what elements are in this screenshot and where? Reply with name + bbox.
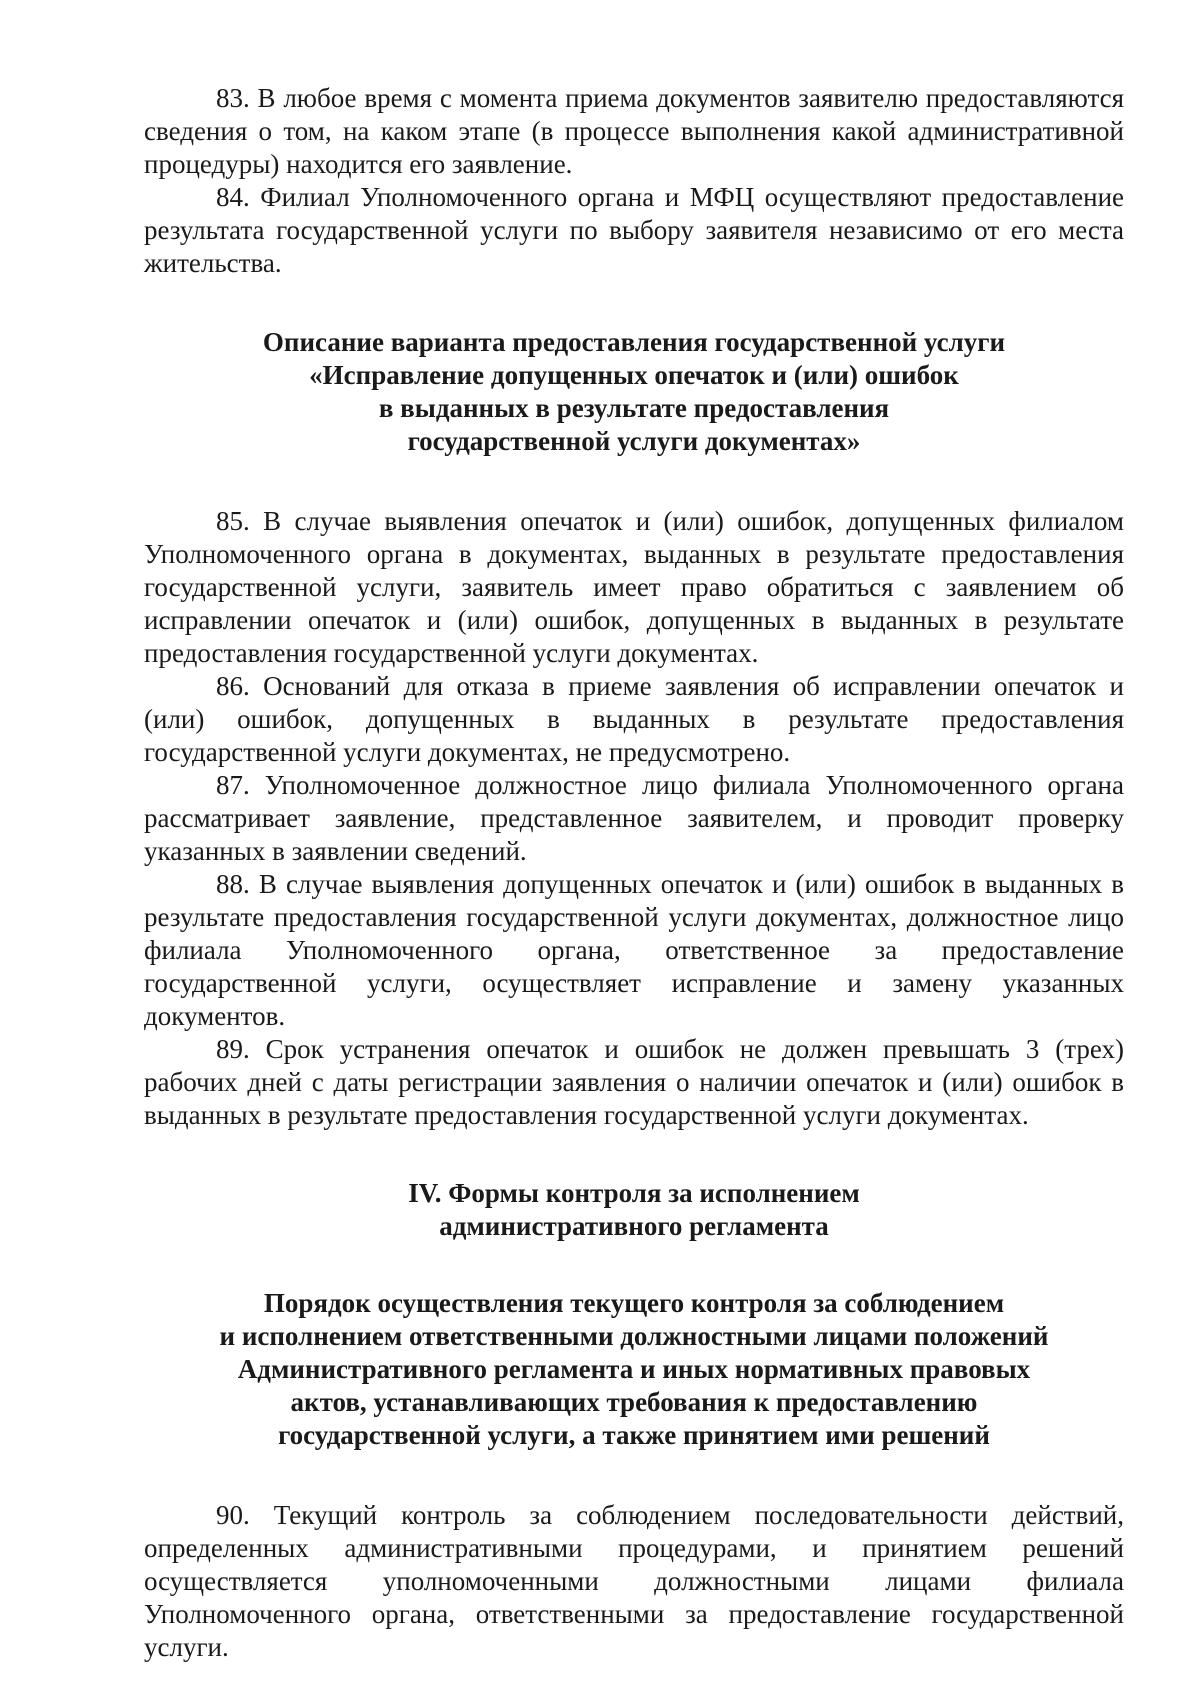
paragraph-90: 90. Текущий контроль за соблюдением последовательности действий, определенных административными процедурами, и принятием решений осуществляется уполномоченными должностными лицами филиала Уполномоченного органа, ответственными за предоставление государственной услуги. bbox=[144, 1500, 1124, 1662]
heading-section-iv: IV. Формы контроля за исполнением административного регламента bbox=[408, 1178, 860, 1241]
paragraph-89: 89. Срок устранения опечаток и ошибок не должен превышать 3 (трех) рабочих дней с даты регистрации заявления о наличии опечаток и (или) ошибок в выданных в результате предоставления государственной услуги документах. bbox=[144, 1034, 1124, 1130]
paragraph-85: 85. В случае выявления опечаток и (или) ошибок, допущенных филиалом Уполномоченного органа в документах, выданных в результате предоставления государственной услуги, заявитель имеет право обратиться с заявлением об исправлении опечаток и (или) ошибок, допущенных в выданных в результате предоставления государственной услуги документах. bbox=[144, 506, 1124, 668]
paragraph-84: 84. Филиал Уполномоченного органа и МФЦ осуществляют предоставление результата государственной услуги по выбору заявителя независимо от его места жительства. bbox=[144, 182, 1124, 278]
paragraph-87: 87. Уполномоченное должностное лицо филиала Уполномоченного органа рассматривает заявление, представленное заявителем, и проводит проверку указанных в заявлении сведений. bbox=[144, 770, 1124, 866]
heading-variant-description: Описание варианта предоставления государственной услуги «Исправление допущенных опечаток и (или) ошибок в выданных в результате предоставления государственной услуги документах» bbox=[262, 327, 1006, 456]
paragraph-83: 83. В любое время с момента приема документов заявителю предоставляются сведения о том, на каком этапе (в процессе выполнения какой административной процедуры) находится его заявление. bbox=[144, 83, 1124, 179]
paragraph-88: 88. В случае выявления допущенных опечаток и (или) ошибок в выданных в результате предоставления государственной услуги документах, должностное лицо филиала Уполномоченного органа, ответственное за предоставление государственной услуги, осуществляет исправление и замену указанных документов. bbox=[144, 869, 1124, 1031]
paragraph-86: 86. Оснований для отказа в приеме заявления об исправлении опечаток и (или) ошибок, допущенных в выданных в результате предоставления государственной услуги документах, не предусмотрено. bbox=[144, 671, 1124, 767]
heading-control-order: Порядок осуществления текущего контроля за соблюдением и исполнением ответственными должностными лицами положений Административного регламента и иных нормативных правовых актов, устанавливающих требования к предоставлению государственной услуги, а также принятием ими решений bbox=[219, 1288, 1049, 1450]
